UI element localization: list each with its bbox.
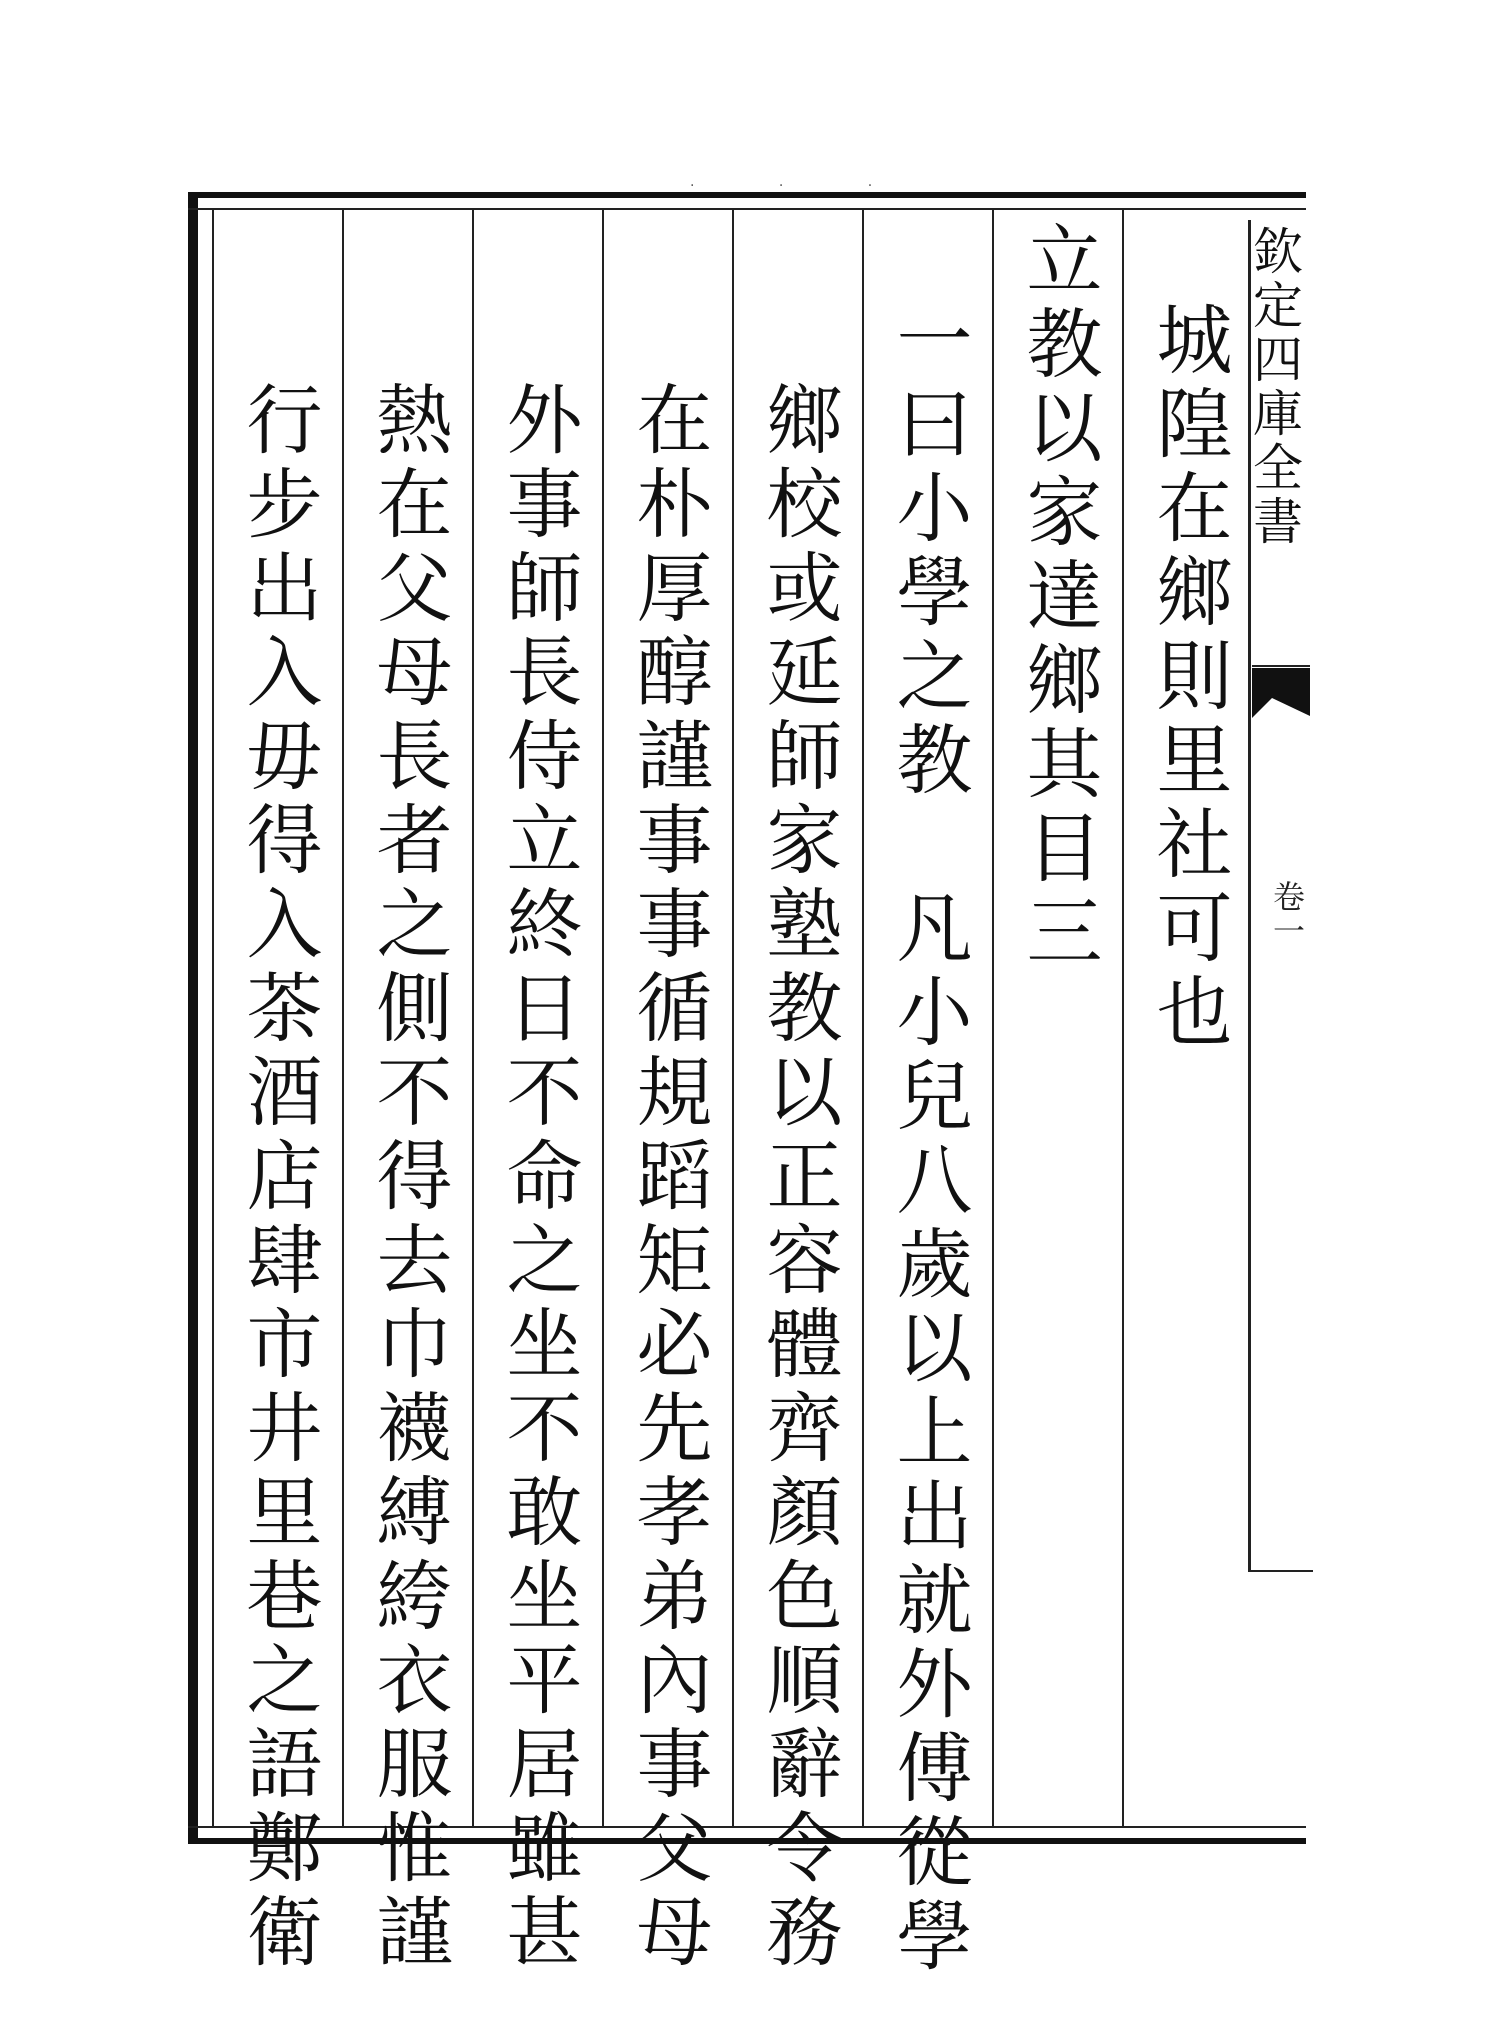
- text-column-6: 外事師長侍立終日不命之坐不敢坐平居雖甚: [494, 380, 583, 1976]
- text-column-4: 鄉校或延師家塾教以正容體齊顏色順辭令務: [754, 380, 843, 1976]
- column-rule: [862, 210, 864, 1826]
- frame-inner-bottom-rule: [188, 1826, 1306, 1828]
- column-rule: [472, 210, 474, 1826]
- column-rule: [732, 210, 734, 1826]
- text-column-8: 行步出入毋得入茶酒店肆市井里巷之語鄭衛: [234, 380, 323, 1976]
- column-rule: [342, 210, 344, 1826]
- text-column-5: 在朴厚醇謹事事循規蹈矩必先孝弟內事父母: [624, 380, 713, 1976]
- column-rule: [212, 210, 214, 1826]
- text-column-2: 立教以家達鄉其目三: [1014, 220, 1103, 976]
- frame-inner-top-rule: [188, 208, 1306, 210]
- text-column-1: 城隍在鄉則里社可也: [1144, 300, 1233, 1056]
- text-column-7: 熱在父母長者之側不得去巾襪縛絝衣服惟謹: [364, 380, 453, 1976]
- column-rule: [992, 210, 994, 1826]
- column-rule: [602, 210, 604, 1826]
- volume-label: 卷一: [1268, 880, 1306, 948]
- column-rule: [1122, 210, 1124, 1826]
- fishtail-mark: [1252, 668, 1310, 738]
- book-title: 欽定四庫全書: [1252, 225, 1310, 667]
- top-speckles: · · ·: [690, 178, 913, 194]
- text-column-3: 一曰小學之教 凡小兒八歲以上出就外傅從學: [884, 300, 973, 1980]
